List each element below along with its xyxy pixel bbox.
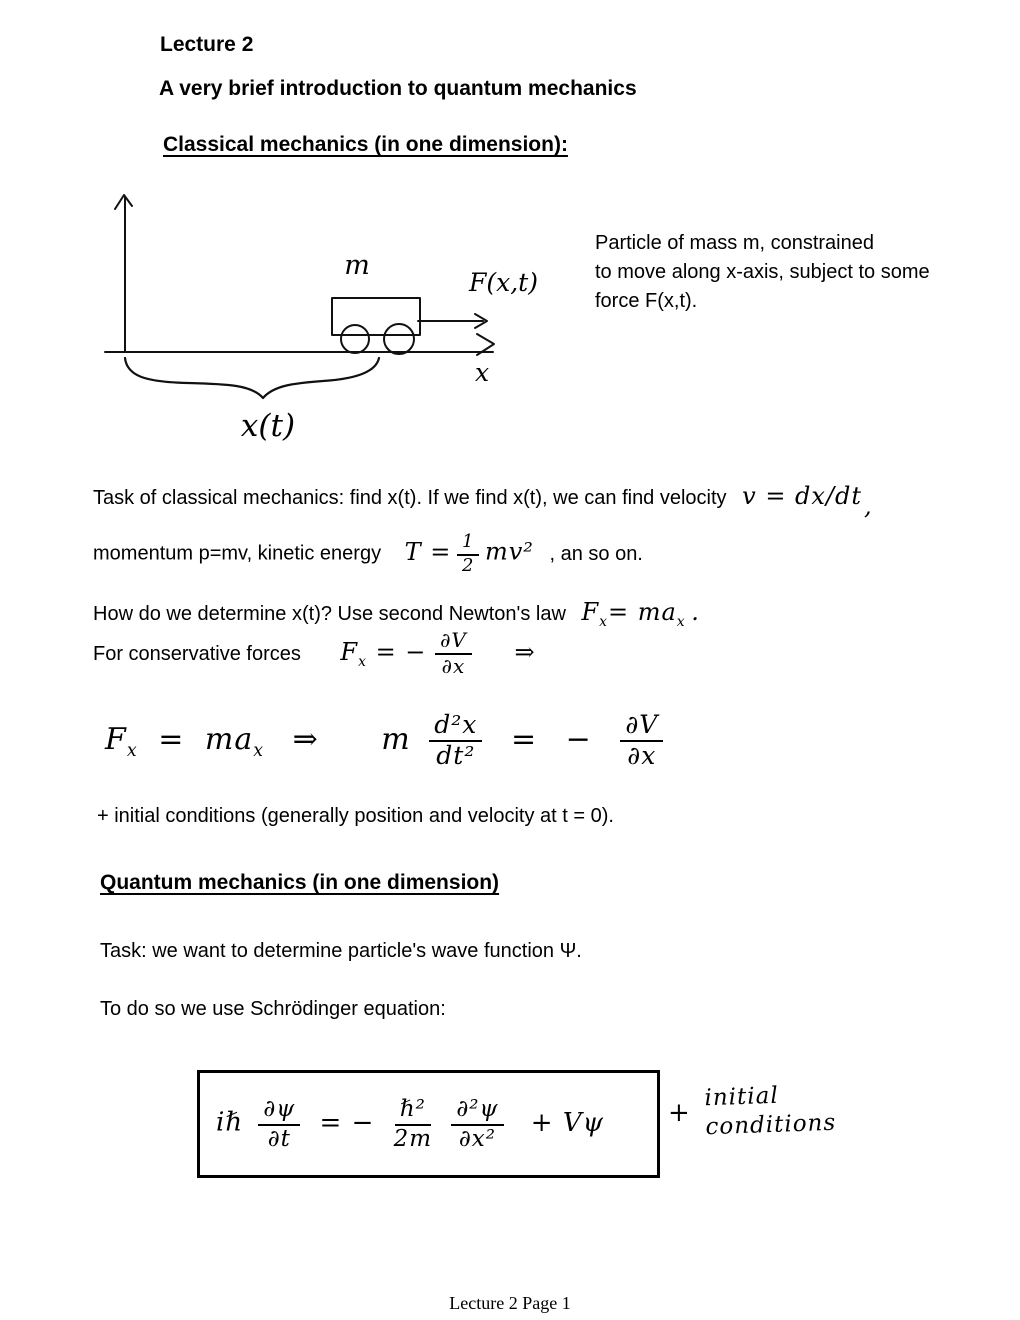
- section-heading-quantum: Quantum mechanics (in one dimension): [100, 871, 500, 894]
- main-eq-sub-x2: x: [253, 740, 265, 761]
- main-eq-accel-num: d²x: [429, 712, 482, 742]
- main-eq-equals1: =: [158, 721, 185, 757]
- schrodinger-frac1: [258, 1097, 300, 1150]
- schrodinger-frac2: [394, 1097, 432, 1150]
- task-line: [93, 482, 873, 520]
- newton-sub-x1: x: [599, 613, 608, 630]
- conservative-forces-text: For conservative forces: [93, 643, 301, 665]
- schrodinger-lead: iℏ: [216, 1108, 244, 1138]
- schrodinger-equals-minus: = −: [319, 1108, 375, 1138]
- schrodinger-frac1-num: ∂ψ: [258, 1097, 300, 1125]
- mass-label: m: [344, 250, 370, 281]
- page-title: Lecture 2: [160, 33, 254, 56]
- schrodinger-equation: [216, 1097, 604, 1150]
- kinetic-fraction: [457, 533, 479, 576]
- note-words: [704, 1080, 837, 1142]
- newton-mid: = ma: [607, 598, 677, 626]
- newton-F: F: [581, 598, 600, 626]
- momentum-line-tail: , an so on.: [549, 542, 643, 565]
- main-eq-potential-den: ∂x: [627, 741, 657, 771]
- note-word-initial: initial: [703, 1082, 779, 1112]
- kinetic-rhs: mv²: [484, 537, 534, 566]
- cart-wheel-right: [384, 324, 414, 354]
- quantum-task-line: Task: we want to determine particle's wave function Ψ.: [100, 940, 582, 962]
- schrodinger-frac2-den: 2m: [393, 1125, 433, 1152]
- main-eq-implies-arrow: ⇒: [292, 721, 319, 757]
- main-eq-potential-num: ∂V: [620, 712, 663, 742]
- velocity-comma: ,: [864, 492, 873, 520]
- newton-sub-x2: x: [676, 613, 686, 630]
- schrodinger-frac3-num: ∂²ψ: [451, 1097, 503, 1125]
- page-footer: Lecture 2 Page 1: [449, 1293, 571, 1313]
- position-underbrace: [125, 358, 379, 398]
- kinetic-fraction-den: 2: [461, 554, 475, 576]
- main-eq-ma: ma: [204, 721, 254, 757]
- momentum-line-text: momentum p=mv, kinetic energy: [93, 542, 382, 565]
- main-eq-accel-fraction: [429, 712, 482, 770]
- force-label: F(x,t): [469, 268, 538, 297]
- cart-wheel-left: [341, 325, 369, 353]
- main-eq-minus: −: [565, 721, 592, 757]
- section-heading-classical: Classical mechanics (in one dimension):: [163, 133, 568, 156]
- conservative-fraction-num: ∂V: [435, 630, 472, 655]
- conservative-formula: [340, 628, 536, 678]
- caption-line-3: force F(x,t).: [595, 290, 698, 312]
- main-eq-F: F: [105, 721, 127, 757]
- schrodinger-frac1-den: ∂t: [267, 1125, 291, 1152]
- position-label: x(t): [240, 408, 296, 444]
- schrodinger-frac3-den: ∂x²: [458, 1125, 496, 1152]
- conservative-F: F: [340, 638, 359, 666]
- diagram-caption: [595, 229, 930, 316]
- newton-formula: [581, 598, 686, 630]
- newton-law-text: How do we determine x(t)? Use second Newton's law: [93, 603, 566, 625]
- main-eq-potential-fraction: [620, 712, 663, 770]
- y-axis-arrowhead: [115, 195, 132, 209]
- note-plus-sign: +: [668, 1098, 691, 1128]
- main-eq-accel-den: dt²: [436, 741, 476, 771]
- velocity-formula: v = dx/dt: [742, 482, 863, 510]
- newton-period: .: [691, 598, 700, 626]
- kinetic-fraction-num: 1: [457, 533, 479, 556]
- kinetic-lhs: T =: [404, 537, 452, 566]
- momentum-line: [93, 533, 643, 576]
- initial-conditions-note: [668, 1082, 835, 1140]
- main-eq-m: m: [381, 721, 411, 757]
- classical-mechanics-diagram: [85, 175, 605, 445]
- conservative-fraction-den: ∂x: [441, 654, 466, 678]
- conservative-fraction: [435, 630, 472, 677]
- schrodinger-tail: + Vψ: [530, 1108, 604, 1138]
- schrodinger-frac3: [451, 1097, 503, 1150]
- schrodinger-equation-box: [197, 1070, 660, 1178]
- conservative-implies-arrow: ⇒: [514, 638, 536, 666]
- note-word-conditions: conditions: [704, 1109, 837, 1141]
- conservative-forces-line: [93, 630, 536, 677]
- schrodinger-frac2-num: ℏ²: [395, 1097, 431, 1125]
- schrodinger-intro-line: To do so we use Schrödinger equation:: [100, 998, 446, 1020]
- main-eq-equals2: =: [510, 721, 538, 757]
- newton-law-line: [93, 598, 700, 630]
- main-equation-line: [105, 712, 663, 770]
- caption-line-2: to move along x-axis, subject to some: [595, 261, 930, 283]
- main-eq-sub-x1: x: [126, 740, 138, 761]
- conservative-sub-x: x: [358, 653, 367, 670]
- task-line-text: Task of classical mechanics: find x(t). If we find x(t), we can find velocity: [93, 487, 727, 509]
- x-axis-label: x: [474, 358, 490, 387]
- initial-conditions-line: + initial conditions (generally position and velocity at t = 0).: [97, 805, 614, 827]
- conservative-equals-minus: = −: [375, 638, 427, 666]
- caption-line-1: Particle of mass m, constrained: [595, 232, 874, 254]
- page-subtitle: A very brief introduction to quantum mechanics: [159, 77, 637, 100]
